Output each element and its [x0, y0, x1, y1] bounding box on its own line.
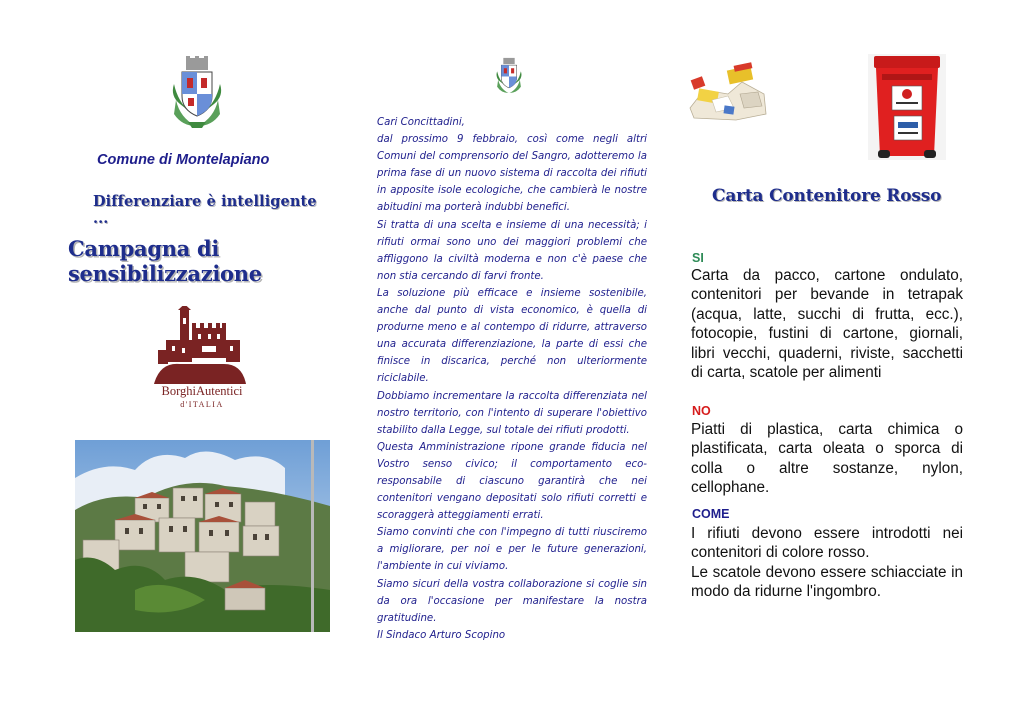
letter-paragraph: Siamo convinti che con l'impegno di tutti riusciremo a migliorare, per noi e per le future generazioni, l'ambiente in cui viviamo.	[377, 527, 647, 573]
letter-paragraph: La soluzione più efficace e insieme sostenibile, anche dal punto di vista economico, è quella di produrne meno e al contempo di ridurre, attraverso una accurata differenziazione, la parte di essi che finisce in discarica, perché non ulteriormente riciclabile.	[377, 287, 647, 385]
letter-paragraph: Dobbiamo incrementare la raccolta differenziata nel nostro territorio, con l'intento di superare l'obiettivo stabilito dalla Legge, sul totale dei rifiuti prodotti.	[377, 390, 647, 436]
letter-paragraph: Questa Amministrazione ripone grande fiducia nel Vostro senso civico; il comportamento eco-responsabile di ciascuno garantirà che nei contenitori vengano depositati solo rifiuti corretti e scoraggerà atteggiamenti errati.	[377, 441, 647, 522]
accepted-items-text	[691, 266, 963, 382]
slogan: Differenziare è intelligente ...	[93, 193, 317, 227]
instructions-paragraph: I rifiuti devono essere introdotti nei contenitori di colore rosso.	[691, 525, 963, 562]
borghi-autentici-logo-icon	[154, 306, 246, 384]
mayor-letter	[377, 114, 647, 644]
letter-paragraph: Si tratta di una scelta e insieme di una necessità; i rifiuti ormai sono uno dei maggiori problemi che affliggono la civiltà moderna e non c'è paese che non stia cercando di farvi fronte.	[377, 219, 647, 282]
section-title: Carta Contenitore Rosso	[712, 186, 942, 206]
letter-paragraph: Siamo sicuri della vostra collaborazione si coglie sin da ora l'occasione per manifestare la nostra gratitudine.	[377, 578, 647, 624]
no-label: NO	[692, 404, 711, 418]
paper-waste-pile-image	[684, 60, 770, 122]
si-label: SI	[692, 251, 704, 265]
red-waste-bin-image	[868, 54, 946, 160]
letter-paragraph: dal prossimo 9 febbraio, così come negli altri Comuni del comprensorio del Sangro, adotteremo la prima fase di un nuovo sistema di raccolta dei rifiuti in apposite isole ecologiche, che cambierà le nostre abitudini ma porterà indubbi benefici.	[377, 134, 647, 214]
letter-signature: Il Sindaco Arturo Scopino	[377, 629, 506, 641]
municipality-name: Comune di Montelapiano	[97, 152, 270, 168]
borghi-autentici-caption	[152, 385, 252, 411]
rejected-items-text	[691, 420, 963, 498]
accepted-items-paragraph: Carta da pacco, cartone ondulato, contenitori per bevande in tetrapak (acqua, latte, succhi di frutta, ecc.), fotocopie, fustini di cartone, giornali, libri vecchi, quaderni, riviste, sacchetti di carta, scatole per alimenti	[691, 267, 963, 382]
rejected-items-paragraph: Piatti di plastica, carta chimica o plastificata, carta oleata o sporca di colla o altre sostanze, nylon, cellophane.	[691, 421, 963, 497]
borghi-logo-subtitle: d'ITALIA	[180, 400, 224, 409]
come-label: COME	[692, 507, 730, 521]
letter-greeting: Cari Concittadini,	[377, 117, 465, 128]
small-crest-icon	[493, 56, 525, 98]
village-photo	[75, 440, 330, 632]
municipal-crest-icon	[166, 56, 228, 134]
instructions-paragraph: Le scatole devono essere schiacciate in modo da ridurne l'ingombro.	[691, 563, 963, 601]
campaign-title: Campagna di sensibilizzazione	[68, 236, 262, 286]
borghi-logo-name: BorghiAutentici	[161, 384, 243, 398]
instructions-text	[691, 524, 963, 602]
